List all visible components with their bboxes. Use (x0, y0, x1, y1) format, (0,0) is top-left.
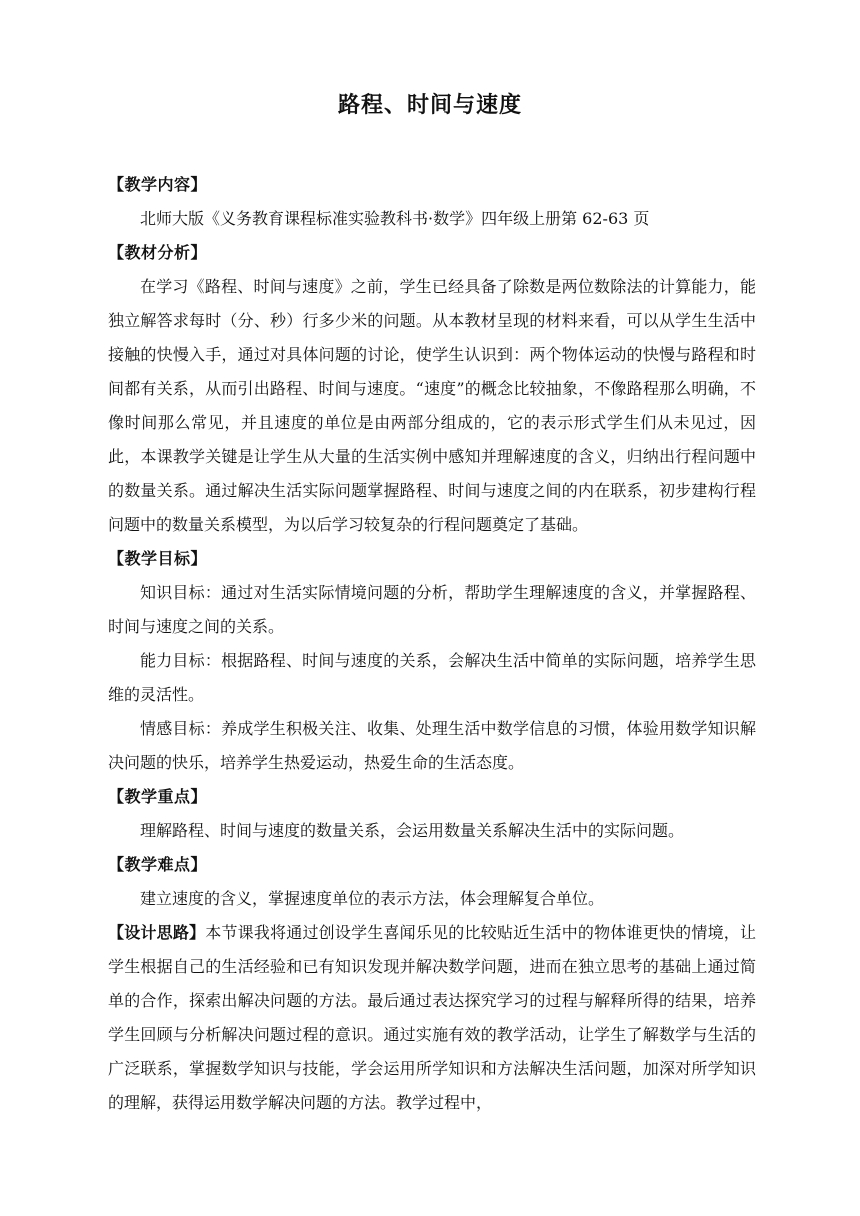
content-text: 北师大版《义务教育课程标准实验教科书·数学》四年级上册第 62-63 页 (140, 209, 650, 228)
key-points-text: 理解路程、时间与速度的数量关系，会运用数量关系解决生活中的实际问题。 (140, 821, 685, 840)
section-heading-key-points: 【教学重点】 (108, 787, 208, 806)
analysis-text: 在学习《路程、时间与速度》之前，学生已经具备了除数是两位数除法的计算能力，能独立解答求每时（分、秒）行多少米的问题。从本教材呈现的材料来看，可以从学生生活中接触的快慢入手，通过对具体问题的讨论，使学生认识到：两个物体运动的快慢与路程和时间都有关系，从而引出路程、时间与速度。“速度”的概念比较抽象，不像路程那么明确，不像时间那么常见，并且速度的单位是由两部分组成的，它的表示形式学生们从未见过，因此，本课教学关键是让学生从大量的生活实例中感知并理解速度的含义，归纳出行程问题中的数量关系。通过解决生活实际问题掌握路程、时间与速度之间的内在联系，初步建构行程问题中的数量关系模型，为以后学习较复杂的行程问题奠定了基础。 (108, 277, 756, 534)
design-paragraph (108, 916, 756, 1120)
section-heading-content: 【教学内容】 (108, 175, 208, 194)
document-title: 路程、时间与速度 (337, 93, 522, 118)
section-heading-difficulties: 【教学难点】 (108, 855, 208, 874)
design-text: 本节课我将通过创设学生喜闻乐见的比较贴近生活中的物体谁更快的情境，让学生根据自己的生活经验和已有知识发现并解决数学问题，进而在独立思考的基础上通过简单的合作，探索出解决问题的方法。最后通过表达探究学习的过程与解释所得的结果，培养学生回顾与分析解决问题过程的意识。通过实施有效的教学活动，让学生了解数学与生活的广泛联系，掌握数学知识与技能，学会运用所学知识和方法解决生活问题，加深对所学知识的理解，获得运用数学解决问题的方法。教学过程中， (108, 923, 756, 1112)
section-heading-analysis: 【教材分析】 (108, 243, 208, 262)
section-heading-design: 【设计思路】 (108, 923, 206, 942)
goal-ability: 能力目标：根据路程、时间与速度的关系，会解决生活中简单的实际问题，培养学生思维的灵活性。 (108, 651, 756, 704)
difficulties-text: 建立速度的含义，掌握速度单位的表示方法，体会理解复合单位。 (140, 889, 605, 908)
section-heading-goals: 【教学目标】 (108, 549, 208, 568)
goal-emotion: 情感目标：养成学生积极关注、收集、处理生活中数学信息的习惯，体验用数学知识解决问题的快乐，培养学生热爱运动，热爱生命的生活态度。 (108, 719, 756, 772)
goal-knowledge: 知识目标：通过对生活实际情境问题的分析，帮助学生理解速度的含义，并掌握路程、时间与速度之间的关系。 (108, 583, 756, 636)
document-body (108, 168, 756, 1120)
